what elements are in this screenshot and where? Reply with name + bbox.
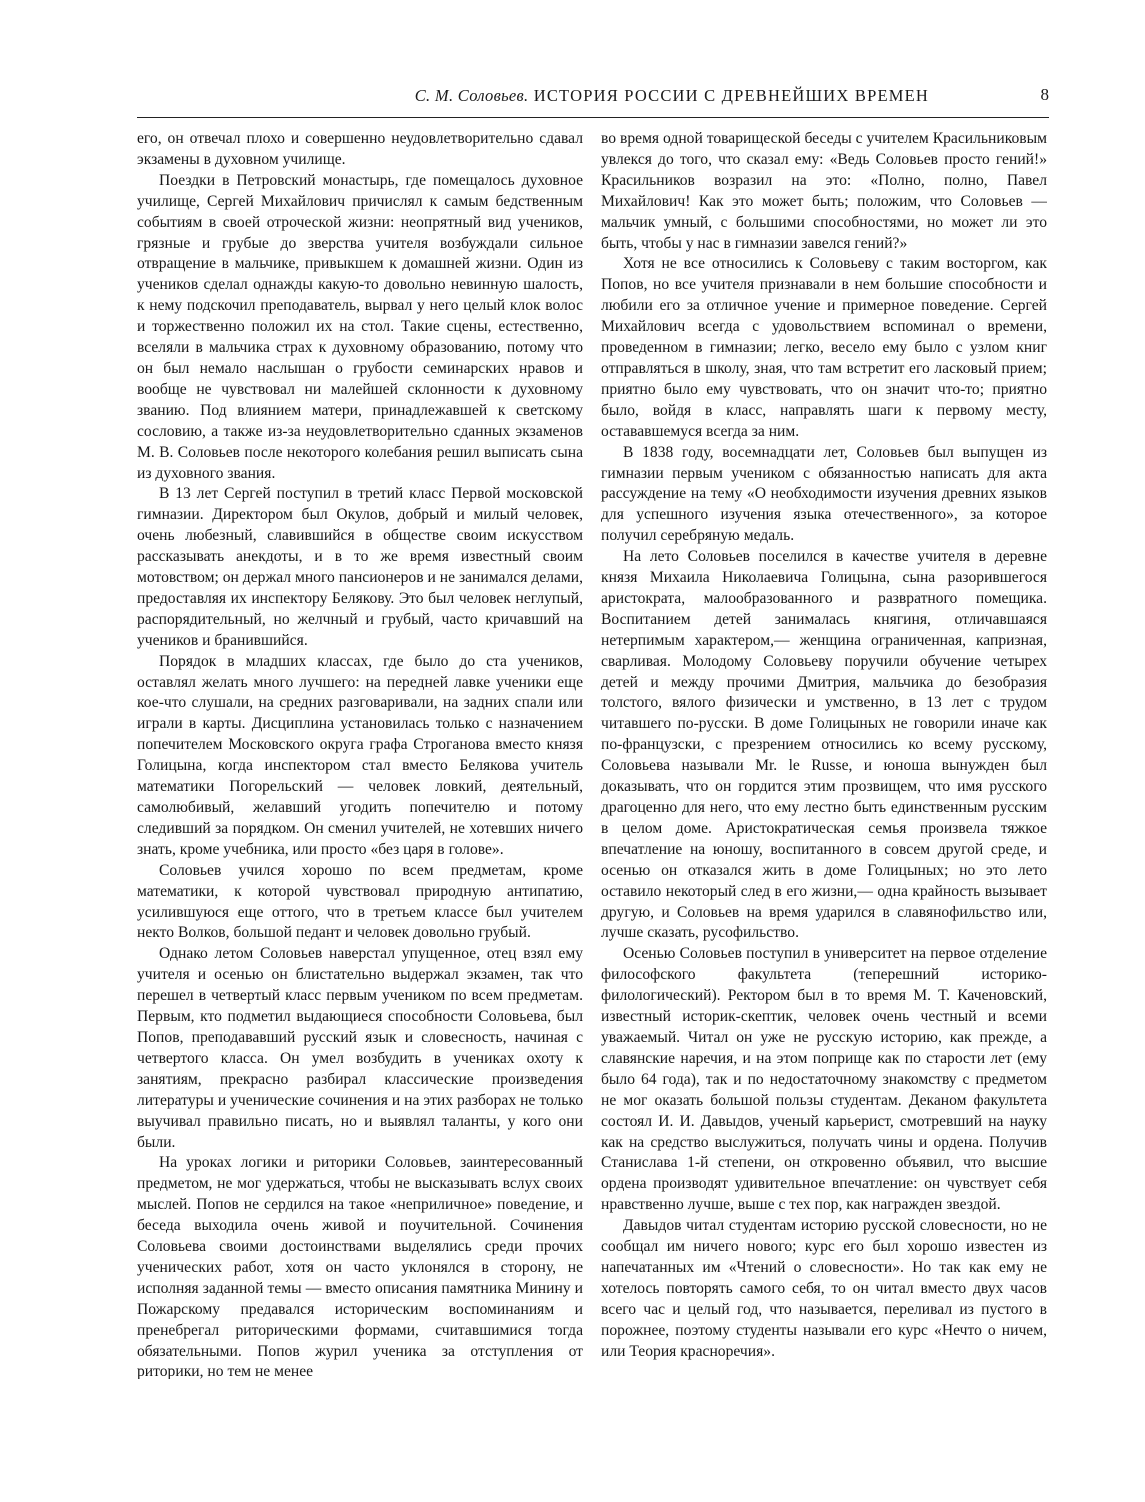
paragraph: В 1838 году, восемнадцати лет, Соловьев был выпущен из гимназии первым учеником с обязанностью написать для акта рассуждение на тему «О необходимости изучения древних языков для успешного изучения языка отечественного», за которое получил серебряную медаль. bbox=[601, 443, 1047, 545]
running-header bbox=[137, 86, 1049, 112]
paragraph: во время одной товарищеской беседы с учителем Красильниковым увлекся до того, что сказал ему: «Ведь Соловьев просто гений!» Красильников возразил на это: «Полно, полно, Павел Михайлович! Как это может быть; положим, что Соловьев — мальчик умный, с большими способностями, но может ли это быть, чтобы у нас в гимназии завелся гений?» bbox=[601, 130, 1047, 252]
paragraph: Поездки в Петровский монастырь, где помещалось духовное училище, Сергей Михайлович причислял к самым бедственным событиям в своей отроческой жизни: неопрятный вид учеников, грязные и грубые до зверства учителя возбуждали сильное отвращение в мальчике, привыкшем к домашней жизни. Один из учеников сделал однажды какую-то довольно невинную шалость, к нему подскочил преподаватель, вырвал у него целый клок волос и торжественно положил их на стол. Такие сцены, естественно, вселяли в мальчика страх к духовному образованию, потому что он был немало наслышан о грубости семинарских нравов и вообще не чувствовал ни малейшей склонности к духовному званию. Под влиянием матери, принадлежавшей к светскому сословию, а также из-за неудовлетворительно сданных экзаменов М. В. Соловьев после некоторого колебания решил выписать сына из духовного звания. bbox=[137, 171, 583, 482]
paragraph: Однако летом Соловьев наверстал упущенное, отец взял ему учителя и осенью он блистательно выдержал экзамен, так что перешел в четвертый класс первым учеником по всем предметам. Первым, кто подметил выдающиеся способности Соловьева, был Попов, преподававший русский язык и словесность, начиная с четвертого класса. Он умел возбудить в учениках охоту к занятиям, прекрасно разбирал классические произведения литературы и ученические сочинения и на этих разборах не только выучивал правильно писать, но и выявлял таланты, у кого они были. bbox=[137, 945, 583, 1151]
paragraph: На лето Соловьев поселился в качестве учителя в деревне князя Михаила Николаевича Голицына, сына разорившегося аристократа, малообразованного и развратного помещика. Воспитанием детей занималась княгиня, отличавшаяся нетерпимым характером,— женщина ограниченная, капризная, сварливая. Молодому Соловьеву поручили обучение четырех детей и между прочими Дмитрия, мальчика до безобразия толстого, вялого физически и умственно, в 13 лет с трудом читавшего по-русски. В доме Голицыных не говорили иначе как по-французски, с презрением относились ко всему русскому, Соловьева называли Mr. le Russe, и юноша вынужден был доказывать, что он гордится этим прозвищем, что имя русского драгоценно для него, что ему лестно быть единственным русским в целом доме. Аристократическая семья произвела тяжкое впечатление на юношу, воспитанного в совсем другой среде, и осенью он отказался жить в доме Голицыных; но это лето оставило некоторый след в его жизни,— одна крайность вызывает другую, и Соловьев на время ударился в славянофильство или, лучше сказать, русофильство. bbox=[601, 548, 1047, 942]
paragraph: В 13 лет Сергей поступил в третий класс Первой московской гимназии. Директором был Окулов, добрый и милый человек, очень любезный, славившийся в обществе своим искусством рассказывать анекдоты, и в то же время известный своим мотовством; он держал много пансионеров и не занимался делами, предоставляя их инспектору Белякову. Это был человек неглупый, распорядительный, но желчный и грубый, часто кричавший на учеников и бранившийся. bbox=[137, 485, 583, 649]
paragraph: Соловьев учился хорошо по всем предметам, кроме математики, к которой чувствовал природную антипатию, усилившуюся еще оттого, что в третьем классе был учителем некто Волков, большой педант и человек довольно грубый. bbox=[137, 861, 583, 942]
paragraph: Хотя не все относились к Соловьеву с таким восторгом, как Попов, но все учителя признавали в нем большие способности и любили его за отличное учение и примерное поведение. Сергей Михайлович всегда с удовольствием вспоминал о времени, проведенном в гимназии; легко, весело ему было с узлом книг отправляться в школу, зная, что там встретит его ласковый прием; приятно было ему чувствовать, что он значит что-то; приятно было, войдя в класс, направлять шаги к первому месту, остававшемуся всегда за ним. bbox=[601, 255, 1047, 440]
paragraph: Давыдов читал студентам историю русской словесности, но не сообщал им ничего нового; курс его был хорошо известен из напечатанных им «Чтений о словесности». Но так как ему не хотелось повторять самого себя, то он читал вместо двух часов всего час и целый год, что называется, переливал из пустого в порожнее, поэтому студенты называли его курс «Нечто о ничем, или Теория красноречия». bbox=[601, 1217, 1047, 1360]
paragraph: Осенью Соловьев поступил в университет на первое отделение философского факультета (теперешний историко-филологический). Ректором был в то время М. Т. Каченовский, известный историк-скептик, человек очень честный и всеми уважаемый. Читал он уже не русскую историю, как прежде, а славянские наречия, и на этом поприще как по старости лет (ему было 64 года), так и по недостаточному знакомству с предметом не мог оказать большой пользы студентам. Деканом факультета состоял И. И. Давыдов, ученый карьерист, смотревший на науку как на средство выслужиться, получать чины и ордена. Получив Станислава 1-й степени, он откровенно объявил, что высшие ордена производят удивительное впечатление: он чувствует себя нравственно лучше, выше с тех пор, как награжден звездой. bbox=[601, 945, 1047, 1214]
page-number: 8 bbox=[1040, 85, 1049, 104]
header-author: С. М. Соловьев. bbox=[414, 86, 529, 105]
header-rule bbox=[137, 117, 1049, 118]
header-book-title: ИСТОРИЯ РОССИИ С ДРЕВНЕЙШИХ ВРЕМЕН bbox=[533, 86, 929, 105]
header-title bbox=[415, 86, 929, 106]
paragraph: На уроках логики и риторики Соловьев, заинтересованный предметом, не мог удержаться, чтобы не высказывать вслух своих мыслей. Попов не сердился на такое «неприличное» поведение, и беседа выходила очень живой и поучительной. Сочинения Соловьева своими достоинствами выделялись среди прочих ученических работ, хотя он часто уклонялся в сторону, не исполняя заданной темы — вместо описания памятника Минину и Пожарскому предавался историческим воспоминаниям и пренебрегал риторическими формами, считавшимися тогда обязательными. Попов журил ученика за отступления от риторики, но тем не менее bbox=[137, 1154, 583, 1379]
left-column bbox=[137, 129, 583, 1379]
paragraph: Порядок в младших классах, где было до ста учеников, оставлял желать много лучшего: на передней лавке ученики еще кое-что слушали, на средних разговаривали, на задних спали или играли в карты. Дисциплина установилась только с назначением попечителем Московского округа графа Строганова вместо князя Голицына, когда инспектором стал вместо Белякова учитель математики Погорельский — человек ловкий, деятельный, самолюбивый, желавший угодить попечителю и потому следивший за порядком. Он сменил учителей, не хотевших ничего знать, кроме учебника, или просто «без царя в голове». bbox=[137, 652, 583, 858]
right-column bbox=[601, 129, 1047, 1379]
paragraph: его, он отвечал плохо и совершенно неудовлетворительно сдавал экзамены в духовном училище. bbox=[137, 130, 583, 168]
